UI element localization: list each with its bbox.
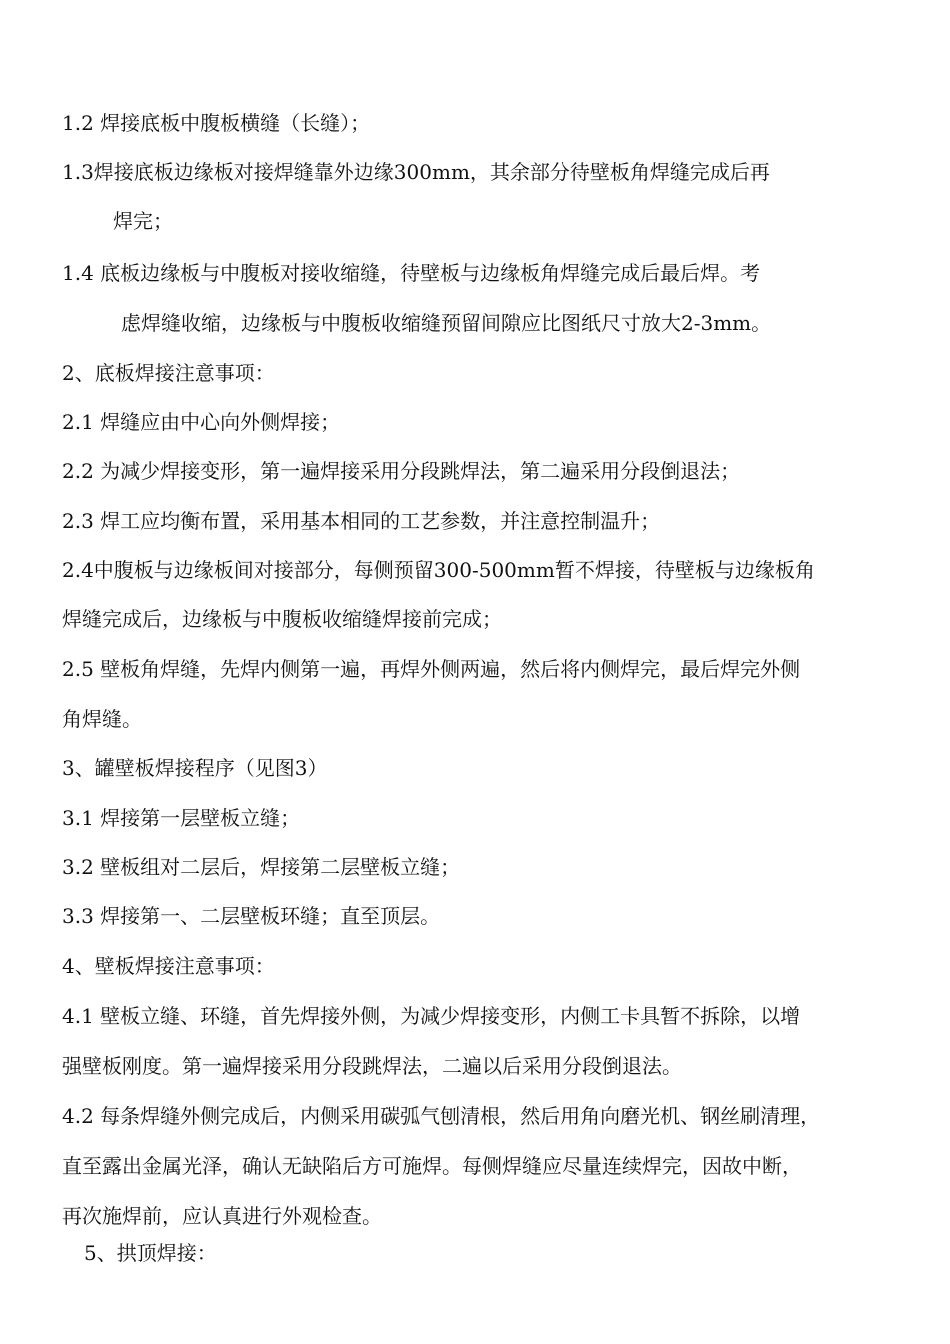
paragraph-1-4: 1.4 底板边缘板与中腹板对接收缩缝，待壁板与边缘板角焊缝完成后最后焊。考 — [62, 261, 761, 285]
paragraph-1-3: 1.3焊接底板边缘板对接焊缝靠外边缘300mm，其余部分待壁板角焊缝完成后再 — [62, 160, 770, 184]
paragraph-1-3-cont: 焊完； — [113, 209, 173, 233]
paragraph-2-4-cont: 焊缝完成后，边缘板与中腹板收缩缝焊接前完成； — [62, 607, 502, 631]
heading-section-4: 4、壁板焊接注意事项： — [62, 954, 275, 978]
paragraph-4-2-cont-2: 再次施焊前，应认真进行外观检查。 — [62, 1204, 382, 1228]
paragraph-3-3: 3.3 焊接第一、二层壁板环缝；直至顶层。 — [62, 904, 441, 928]
paragraph-3-1: 3.1 焊接第一层壁板立缝； — [62, 806, 301, 830]
paragraph-2-1: 2.1 焊缝应由中心向外侧焊接； — [62, 410, 341, 434]
paragraph-2-3: 2.3 焊工应均衡布置，采用基本相同的工艺参数，并注意控制温升； — [62, 509, 661, 533]
paragraph-2-4: 2.4中腹板与边缘板间对接部分，每侧预留300-500mm暂不焊接，待壁板与边缘板角 — [62, 558, 815, 582]
heading-section-3: 3、罐壁板焊接程序（见图3） — [62, 756, 328, 780]
paragraph-4-2: 4.2 每条焊缝外侧完成后，内侧采用碳弧气刨清根，然后用角向磨光机、钢丝刷清理， — [62, 1104, 821, 1128]
paragraph-4-2-cont-1: 直至露出金属光泽，确认无缺陷后方可施焊。每侧焊缝应尽量连续焊完，因故中断， — [62, 1154, 802, 1178]
heading-section-2: 2、底板焊接注意事项： — [62, 361, 275, 385]
paragraph-1-4-cont: 虑焊缝收缩，边缘板与中腹板收缩缝预留间隙应比图纸尺寸放大2-3mm。 — [121, 311, 772, 335]
paragraph-4-1-cont: 强壁板刚度。第一遍焊接采用分段跳焊法，二遍以后采用分段倒退法。 — [62, 1054, 682, 1078]
paragraph-2-5: 2.5 壁板角焊缝，先焊内侧第一遍，再焊外侧两遍，然后将内侧焊完，最后焊完外侧 — [62, 657, 801, 681]
heading-section-5: 5、拱顶焊接： — [84, 1241, 217, 1265]
paragraph-4-1: 4.1 壁板立缝、环缝，首先焊接外侧，为减少焊接变形，内侧工卡具暂不拆除，以增 — [62, 1004, 801, 1028]
paragraph-1-2: 1.2 焊接底板中腹板横缝（长缝）； — [62, 111, 371, 135]
paragraph-2-2: 2.2 为减少焊接变形，第一遍焊接采用分段跳焊法，第二遍采用分段倒退法； — [62, 459, 741, 483]
paragraph-2-5-cont: 角焊缝。 — [62, 707, 142, 731]
paragraph-3-2: 3.2 壁板组对二层后，焊接第二层壁板立缝； — [62, 855, 461, 879]
